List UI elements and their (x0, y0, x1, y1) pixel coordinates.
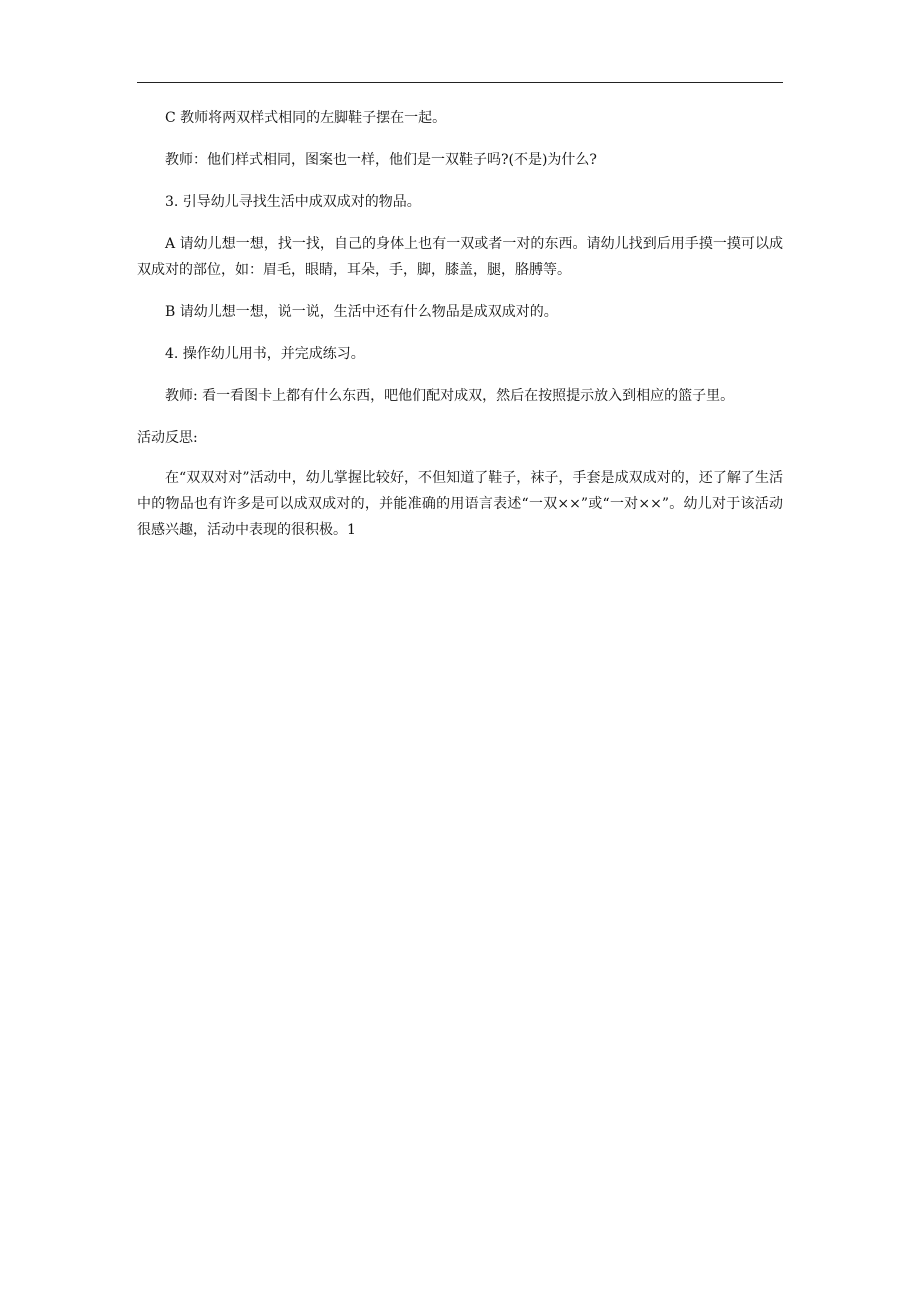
paragraph-step-4: 4. 操作幼儿用书，并完成练习。 (165, 346, 365, 362)
paragraph-reflection-body: 在“双双对对”活动中，幼儿掌握比较好，不但知道了鞋子，袜子，手套是成双成对的，还了解了生活中的物品也有许多是可以成双成对的，并能准确的用语言表述“一双××”或“一对××”。幼儿对于该活动很感兴趣，活动中表现的很积极。1 (137, 470, 783, 538)
reflection-heading: 活动反思: (137, 430, 198, 446)
paragraph-step-3a: A 请幼儿想一想，找一找，自己的身体上也有一双或者一对的东西。请幼儿找到后用手摸一摸可以成双成对的部位，如：眉毛，眼睛，耳朵，手，脚，膝盖，腿，胳膊等。 (137, 236, 783, 278)
header-rule (137, 82, 783, 83)
paragraph-teacher-question: 教师：他们样式相同，图案也一样，他们是一双鞋子吗?(不是)为什么? (165, 152, 597, 168)
paragraph-step-3: 3. 引导幼儿寻找生活中成双成对的物品。 (165, 194, 421, 210)
paragraph-step-3b: B 请幼儿想一想，说一说，生活中还有什么物品是成双成对的。 (165, 304, 558, 320)
paragraph-step-c: C 教师将两双样式相同的左脚鞋子摆在一起。 (165, 110, 447, 126)
document-body (137, 105, 783, 559)
paragraph-teacher-instruction: 教师: 看一看图卡上都有什么东西，吧他们配对成双，然后在按照提示放入到相应的篮子里。 (165, 388, 735, 404)
